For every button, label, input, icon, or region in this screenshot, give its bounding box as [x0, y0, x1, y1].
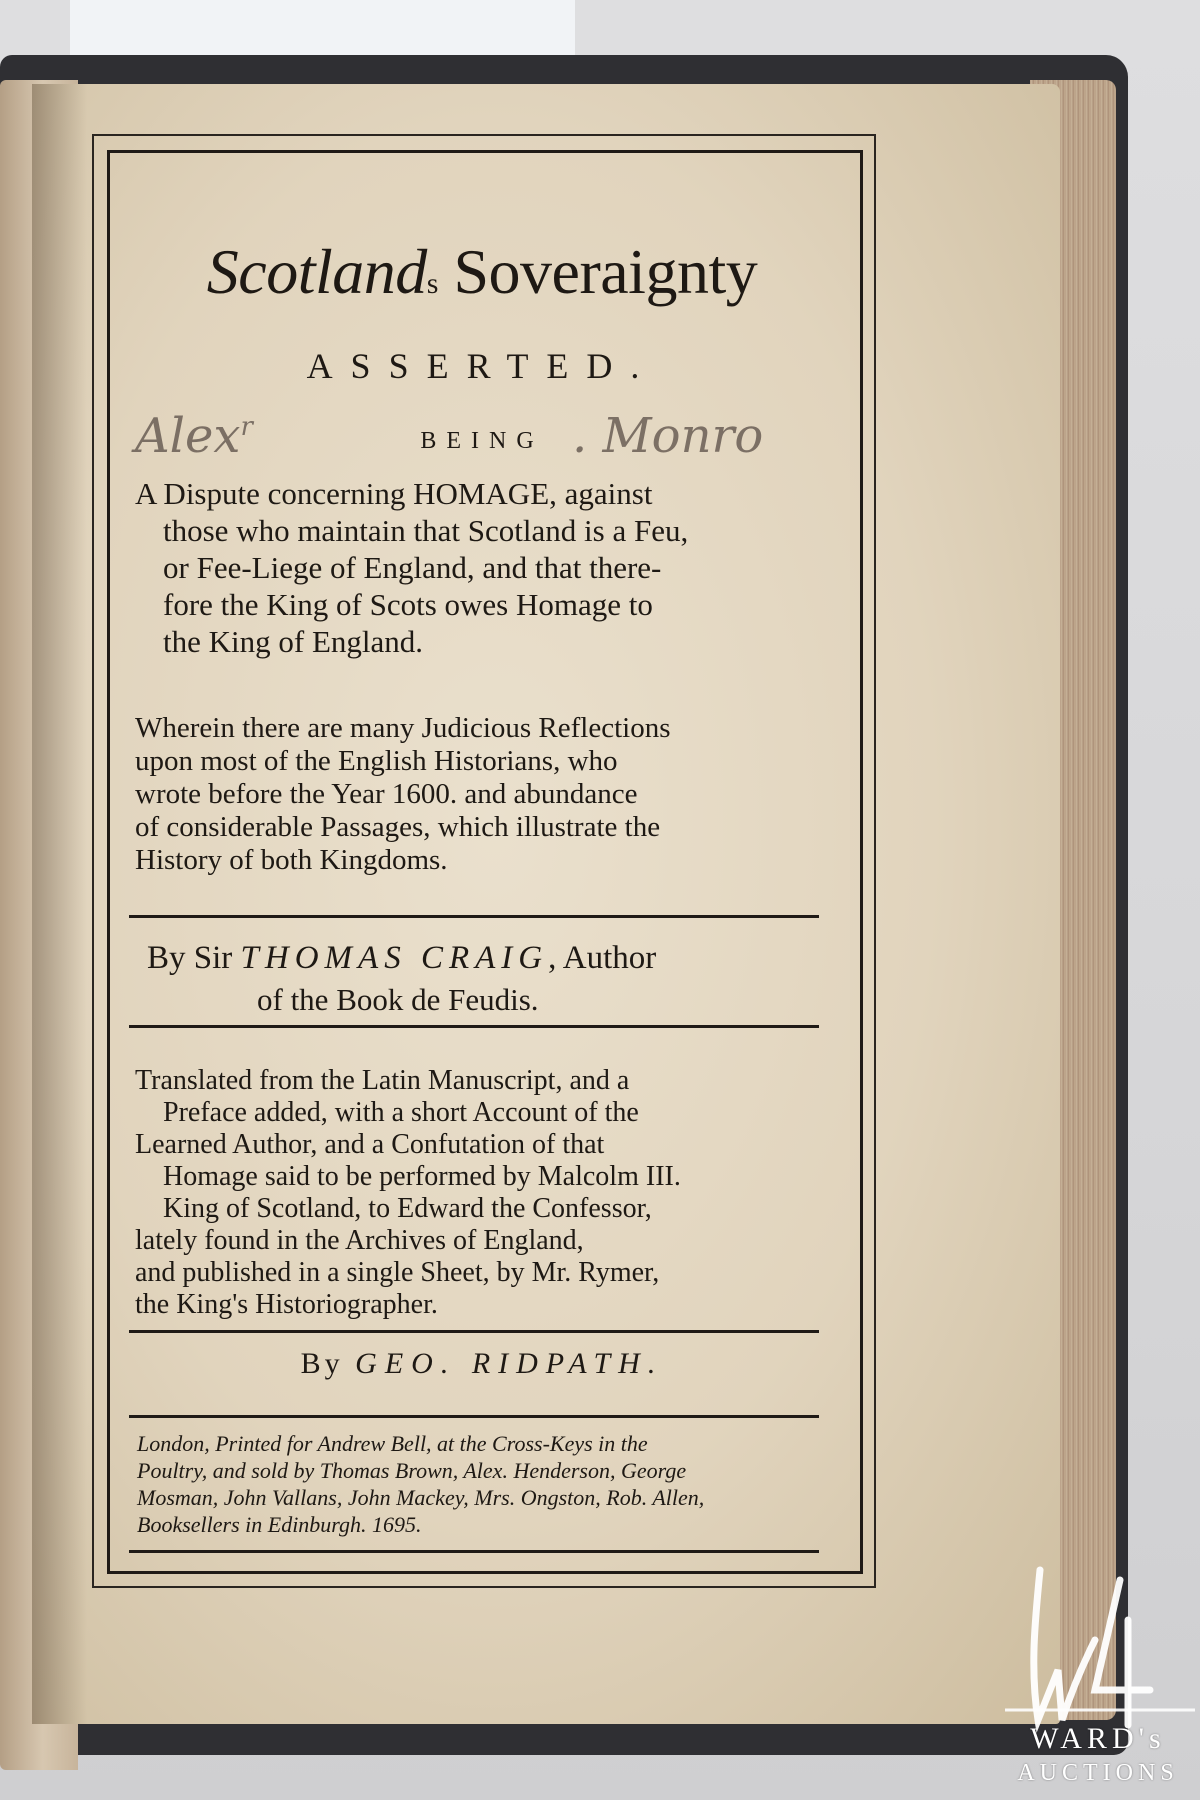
- text-line: fore the King of Scots owes Homage to: [163, 587, 653, 622]
- text-line: wrote before the Year 1600. and abundance: [135, 778, 638, 810]
- imprint-line: Poultry, and sold by Thomas Brown, Alex. Henderson, George: [137, 1458, 687, 1483]
- subtitle-asserted: ASSERTED.: [306, 346, 658, 386]
- text-line: and published in a single Sheet, by Mr. Rymer,: [135, 1257, 660, 1288]
- reflections-paragraph: [135, 712, 815, 877]
- title-possessive: s: [426, 267, 438, 300]
- divider-rule: [129, 1330, 819, 1333]
- imprint-line: Mosman, John Vallans, John Mackey, Mrs. Ongston, Rob. Allen,: [137, 1485, 705, 1510]
- watermark-name: WARD's: [1030, 1722, 1166, 1755]
- divider-rule: [129, 1415, 819, 1418]
- book-title: [107, 236, 857, 307]
- text-line: A Dispute concerning HOMAGE, against: [135, 476, 653, 511]
- imprint-line: London, Printed for Andrew Bell, at the Cross-Keys in the: [137, 1431, 648, 1456]
- text-line: upon most of the English Historians, who: [135, 745, 618, 777]
- text-line: of considerable Passages, which illustrate the: [135, 811, 661, 843]
- author-work: of the Book de Feudis.: [257, 982, 539, 1017]
- imprint: [137, 1430, 817, 1538]
- title-page: [32, 84, 1060, 1724]
- description-paragraph: [135, 475, 815, 660]
- text-line: or Fee-Liege of England, and that there-: [163, 550, 662, 585]
- title-page-content: [107, 150, 857, 1568]
- manuscript-inscription-right: . Monro: [572, 408, 764, 464]
- text-line: the King of England.: [163, 624, 424, 659]
- manuscript-inscription-left: Alex$^r$: [135, 408, 253, 464]
- text-line: those who maintain that Scotland is a Feu,: [163, 513, 689, 548]
- divider-rule: [129, 915, 819, 918]
- title-main: Soveraignty: [453, 236, 758, 307]
- imprint-line: Booksellers in Edinburgh. 1695.: [137, 1512, 422, 1537]
- author-line: By Sir THOMAS CRAIG, Author: [147, 940, 657, 976]
- divider-rule: [129, 1025, 819, 1028]
- text-line: Wherein there are many Judicious Reflections: [135, 712, 671, 744]
- text-line: the King's Historiographer.: [135, 1289, 438, 1320]
- title-italic: Scotland: [206, 236, 427, 307]
- text-line: History of both Kingdoms.: [135, 844, 448, 876]
- divider-rule: [129, 1550, 819, 1553]
- being-label: BEING: [420, 428, 544, 454]
- text-line: lately found in the Archives of England,: [135, 1225, 584, 1256]
- text-line: King of Scotland, to Edward the Confessor,: [163, 1193, 652, 1224]
- text-line: Learned Author, and a Confutation of that: [135, 1129, 605, 1160]
- text-line: Translated from the Latin Manuscript, and a: [135, 1065, 630, 1096]
- text-line: Preface added, with a short Account of the: [163, 1097, 639, 1128]
- text-line: Homage said to be performed by Malcolm III.: [163, 1161, 681, 1192]
- translation-paragraph: [135, 1065, 815, 1321]
- watermark-subtitle: AUCTIONS: [1017, 1760, 1179, 1786]
- gutter-shadow: [32, 84, 87, 1724]
- translator-line: By GEO. RIDPATH.: [300, 1347, 664, 1380]
